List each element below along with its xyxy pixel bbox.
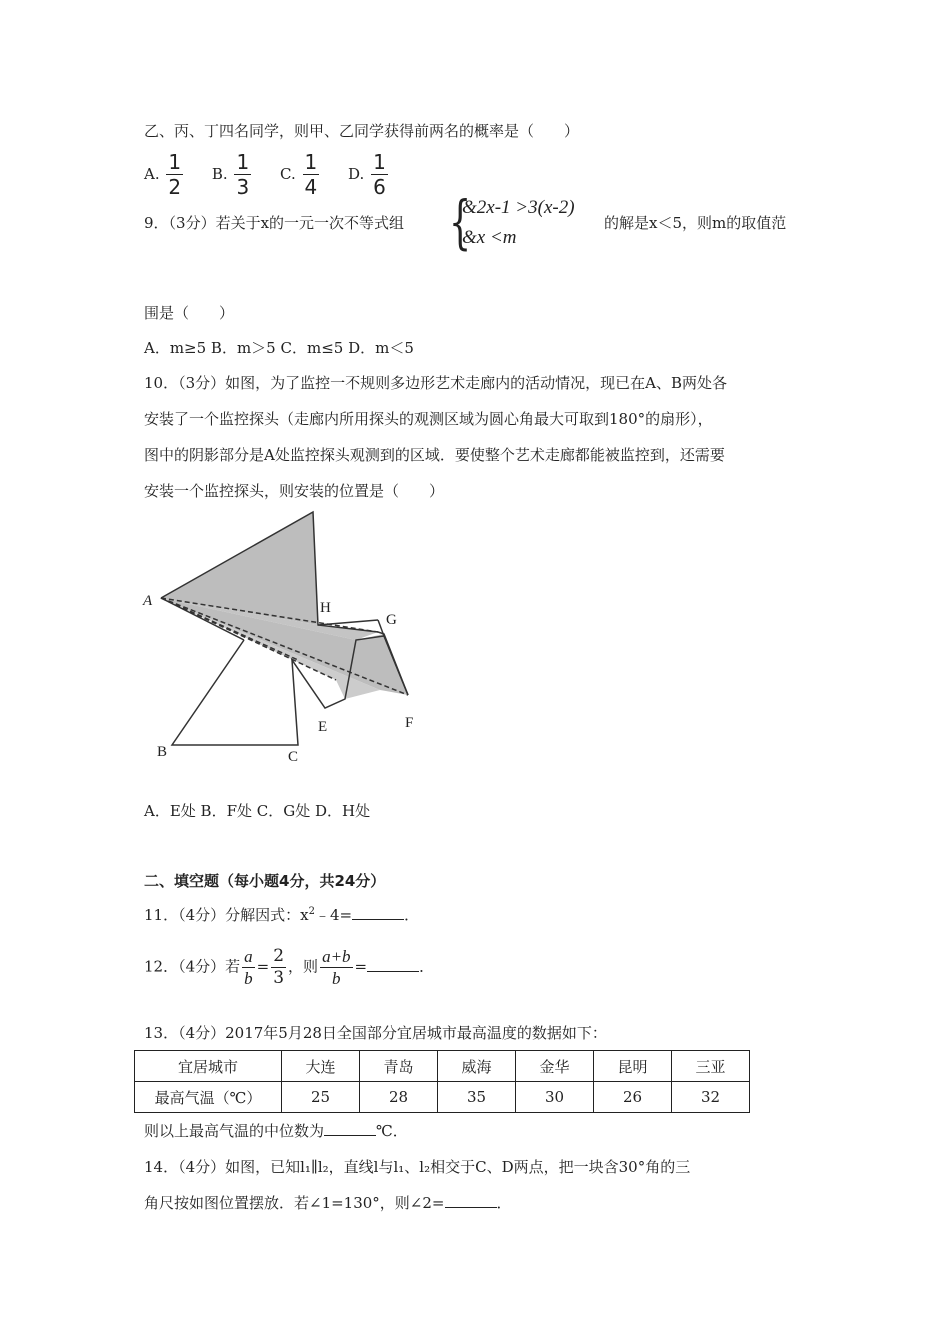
q13-data-cell: 25 xyxy=(282,1082,360,1113)
q9-line2: &x <m xyxy=(462,227,517,248)
q8-text: 乙、丙、丁四名同学，则甲、乙同学获得前两名的概率是（ ） xyxy=(144,122,580,140)
q13-after-prefix: 则以上最高气温的中位数为 xyxy=(144,1122,325,1140)
q13-header-row xyxy=(135,1051,750,1082)
q13-after xyxy=(144,1120,408,1141)
q14-line2-end: ． xyxy=(496,1194,512,1212)
q10-line4: 安装一个监控探头，则安装的位置是（ ） xyxy=(144,482,445,500)
q9-cont: 围是（ ） xyxy=(144,304,235,322)
q12-mid: ，则 xyxy=(288,957,319,976)
q12-end: ． xyxy=(419,957,435,976)
q12-eq2: = xyxy=(354,957,368,976)
q14-line1: 14．（4分）如图，已知l₁∥l₂，直线l与l₁、l₂相交于C、D两点，把一块含30°角的三 xyxy=(144,1158,691,1176)
q9-prefix: 9．（3分）若关于x的一元一次不等式组 xyxy=(144,214,405,232)
q13-header-cell: 青岛 xyxy=(360,1051,438,1082)
q13-data-cell: 32 xyxy=(672,1082,750,1113)
q9-suffix: 的解是x＜5，则m的取值范 xyxy=(604,214,787,232)
q13-data-cell: 28 xyxy=(360,1082,438,1113)
q8-option-b-fraction: $\frac{1}{3}$ xyxy=(236,150,250,199)
q9-options: A．m≥5 B．m＞5 C．m≤5 D．m＜5 xyxy=(144,339,414,357)
label-b: B xyxy=(157,744,168,760)
q8-option-d-fraction: $\frac{1}{6}$ xyxy=(373,150,386,199)
q13-header-cell: 昆明 xyxy=(594,1051,672,1082)
q10-line3: 图中的阴影部分是A处监控探头观测到的区域．要使整个艺术走廊都能被监控到，还需要 xyxy=(144,446,725,464)
q12-blank xyxy=(367,957,419,972)
q11-suffix: ﹣4= xyxy=(314,906,353,924)
q13-header-cell: 金华 xyxy=(516,1051,594,1082)
label-h: H xyxy=(320,600,331,616)
q13-after-suffix: ℃． xyxy=(376,1122,408,1140)
q8-option-c-label: C. xyxy=(280,164,296,183)
q10-line2: 安装了一个监控探头（走廊内所用探头的观测区域为圆心角最大可取到180°的扇形）， xyxy=(144,410,713,428)
q12-prefix: 12．（4分）若 xyxy=(144,957,241,976)
q8-option-b-label: B. xyxy=(211,164,228,183)
q13-data-cell: 30 xyxy=(516,1082,594,1113)
q12-fraction-2-3: $\frac{2}{3}$ xyxy=(273,946,285,988)
q13-data-cell: 26 xyxy=(594,1082,672,1113)
q13-header-cell: 宜居城市 xyxy=(135,1051,282,1082)
q12 xyxy=(144,948,434,987)
q8-option-a-fraction: $\frac{1}{2}$ xyxy=(168,150,182,199)
q13-blank xyxy=(324,1121,376,1136)
q11-end: ． xyxy=(404,906,420,924)
q11-prefix: 11．（4分）分解因式：x xyxy=(144,906,309,924)
q10-line1: 10．（3分）如图，为了监控一不规则多边形艺术走廊内的活动情况，现已在A、B两处各 xyxy=(144,374,727,392)
q8-option-d-label: D. xyxy=(348,164,365,183)
q11 xyxy=(144,904,419,925)
q13-header-cell: 三亚 xyxy=(672,1051,750,1082)
q13-data-cell: 35 xyxy=(438,1082,516,1113)
label-f: F xyxy=(405,715,414,731)
label-a: A xyxy=(143,593,153,609)
q12-fraction-sum: $\frac{a+b}{b}$ xyxy=(322,947,351,988)
q12-fraction-a-b: $\frac{a}{b}$ xyxy=(244,947,253,988)
section2-title: 二、填空题（每小题4分，共24分） xyxy=(144,872,386,890)
q14-blank xyxy=(445,1193,497,1208)
q13-table xyxy=(134,1050,750,1113)
q11-exponent: 2 xyxy=(308,906,315,917)
label-c: C xyxy=(288,749,299,765)
q13-data-row xyxy=(135,1082,750,1113)
q8-option-c-fraction: $\frac{1}{4}$ xyxy=(304,150,318,199)
q10-options: A．E处 B．F处 C．G处 D．H处 xyxy=(144,802,371,820)
q13-intro: 13．（4分）2017年5月28日全国部分宜居城市最高温度的数据如下： xyxy=(144,1024,607,1042)
label-e: E xyxy=(318,719,328,735)
q9-line1: &2x-1 >3(x-2) xyxy=(462,197,575,218)
q8-option-a-label: A. xyxy=(144,164,160,183)
q13-header-cell: 大连 xyxy=(282,1051,360,1082)
q14-line2-prefix: 角尺按如图位置摆放．若∠1=130°，则∠2= xyxy=(144,1194,445,1212)
q11-blank xyxy=(352,905,404,920)
q9-brace: { xyxy=(449,188,472,256)
label-g: G xyxy=(386,612,397,628)
q13-data-cell: 最高气温（℃） xyxy=(135,1082,282,1113)
q12-eq: = xyxy=(256,957,270,976)
q13-header-cell: 威海 xyxy=(438,1051,516,1082)
q14-line2 xyxy=(144,1192,512,1213)
